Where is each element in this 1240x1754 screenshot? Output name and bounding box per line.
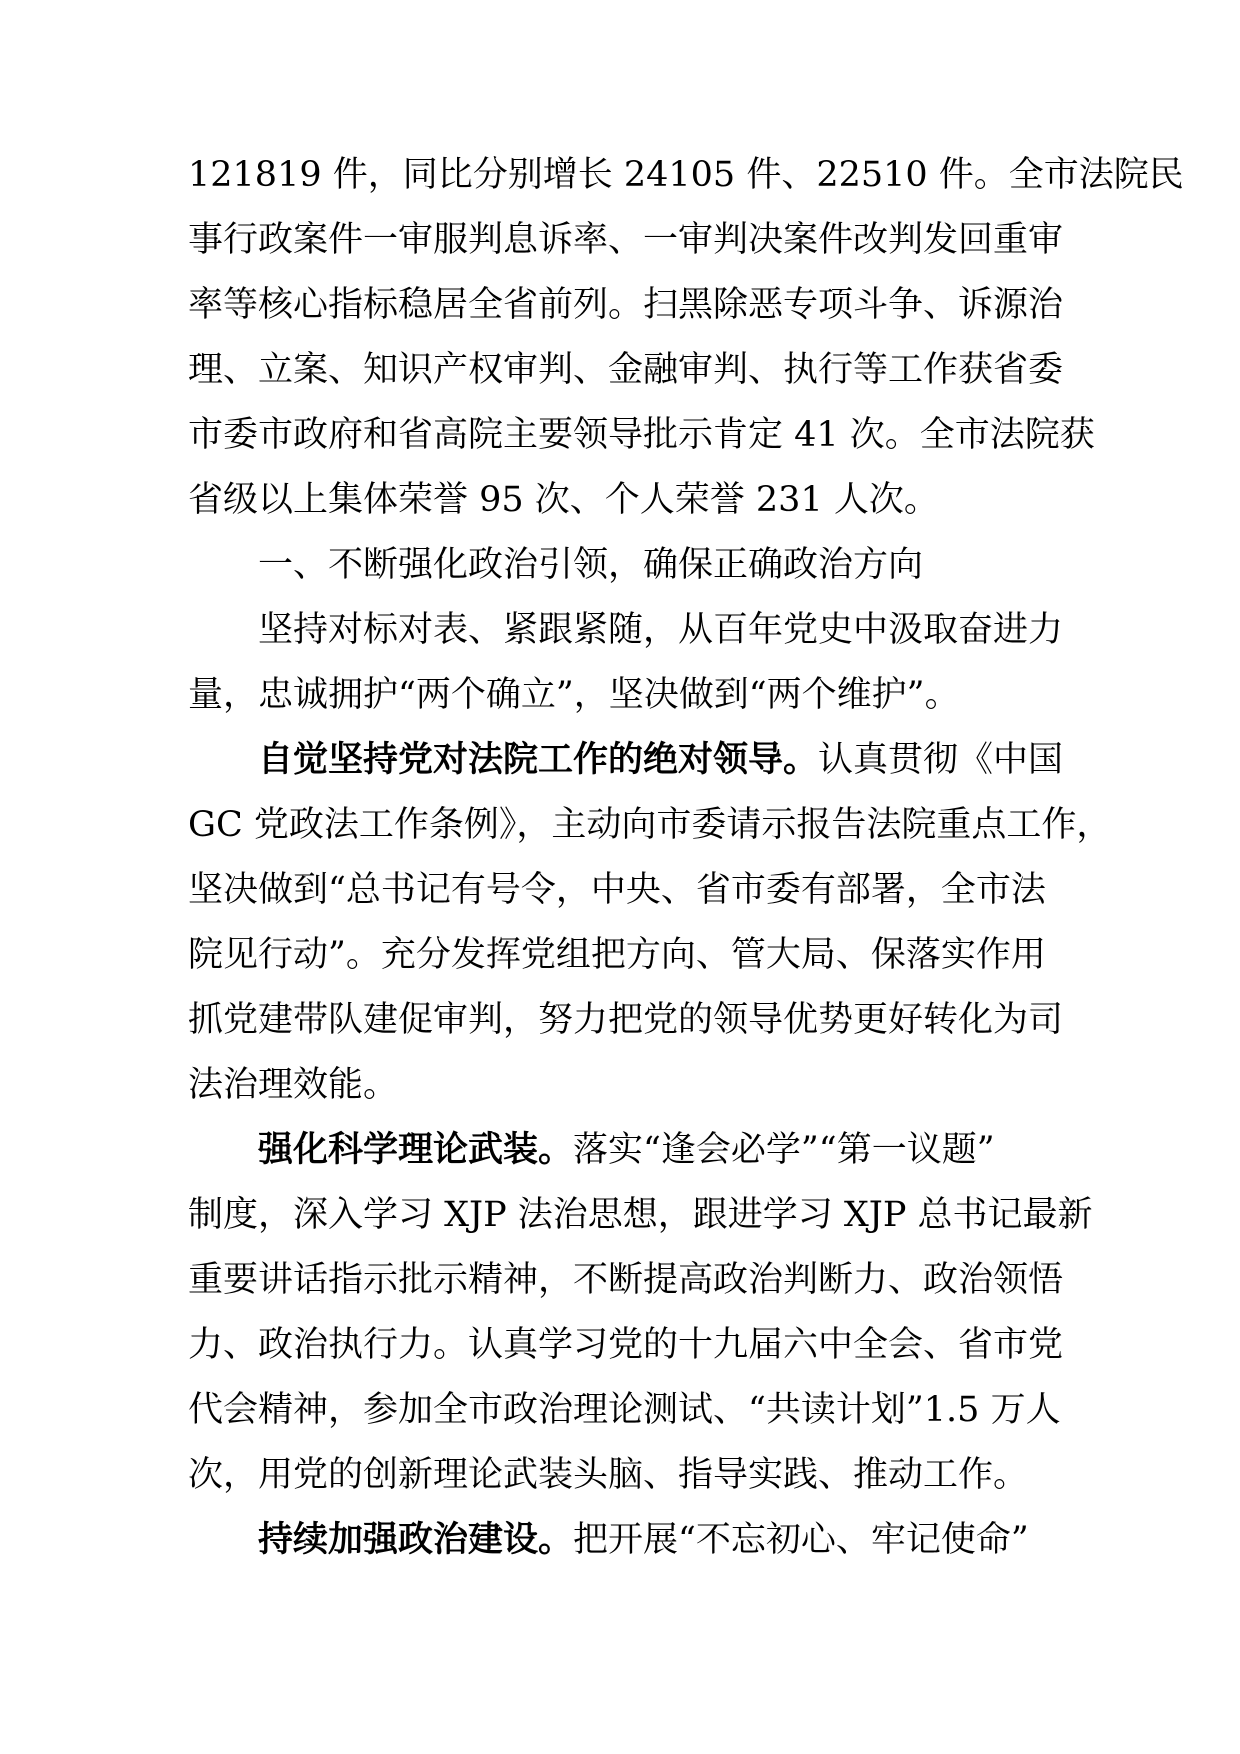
text-segment: 落实“逢会必学”“第一议题” — [573, 1130, 995, 1170]
text-line: 制度，深入学习 XJP 法治思想，跟进学习 XJP 总书记最新 — [188, 1195, 1093, 1235]
text-line: GC 党政法工作条例》，主动向市委请示报告法院重点工作， — [188, 805, 1112, 845]
text-line: 理、立案、知识产权审判、金融审判、执行等工作获省委 — [188, 350, 1064, 390]
text-line: 市委市政府和省高院主要领导批示肯定 41 次。全市法院获 — [188, 415, 1095, 455]
bold-lead: 自觉坚持党对法院工作的绝对领导。 — [258, 740, 819, 780]
bold-lead: 持续加强政治建设。 — [258, 1520, 574, 1560]
text-line: 121819 件，同比分别增长 24105 件、22510 件。全市法院民 — [188, 155, 1184, 195]
paragraph-line-with-lead — [188, 1118, 1068, 1183]
section-heading: 一、不断强化政治引领，确保正确政治方向 — [258, 545, 924, 585]
text-line: 坚决做到“总书记有号令，中央、省市委有部署，全市法 — [188, 870, 1046, 910]
text-line: 重要讲话指示批示精神，不断提高政治判断力、政治领悟 — [188, 1260, 1064, 1300]
text-segment: 认真贯彻《中国 — [818, 740, 1064, 780]
text-line: 代会精神，参加全市政治理论测试、“共读计划”1.5 万人 — [188, 1390, 1061, 1430]
text-line: 量，忠诚拥护“两个确立”，坚决做到“两个维护”。 — [188, 675, 960, 715]
text-line: 法治理效能。 — [188, 1065, 399, 1105]
paragraph-line-with-lead — [188, 728, 1068, 793]
paragraph-line-with-lead — [188, 1508, 1068, 1573]
text-line: 力、政治执行力。认真学习党的十九届六中全会、省市党 — [188, 1325, 1064, 1365]
text-line: 省级以上集体荣誉 95 次、个人荣誉 231 人次。 — [188, 480, 939, 520]
text-line: 次，用党的创新理论武装头脑、指导实践、推动工作。 — [188, 1455, 1029, 1495]
text-segment: 把开展“不忘初心、牢记使命” — [573, 1520, 1029, 1560]
bold-lead: 强化科学理论武装。 — [258, 1130, 574, 1170]
body-text — [188, 143, 1184, 1573]
text-line: 率等核心指标稳居全省前列。扫黑除恶专项斗争、诉源治 — [188, 285, 1064, 325]
text-line: 抓党建带队建促审判，努力把党的领导优势更好转化为司 — [188, 1000, 1064, 1040]
text-line: 事行政案件一审服判息诉率、一审判决案件改判发回重审 — [188, 220, 1064, 260]
text-line: 坚持对标对表、紧跟紧随，从百年党史中汲取奋进力 — [258, 610, 1064, 650]
text-line: 院见行动”。充分发挥党组把方向、管大局、保落实作用 — [188, 935, 1046, 975]
